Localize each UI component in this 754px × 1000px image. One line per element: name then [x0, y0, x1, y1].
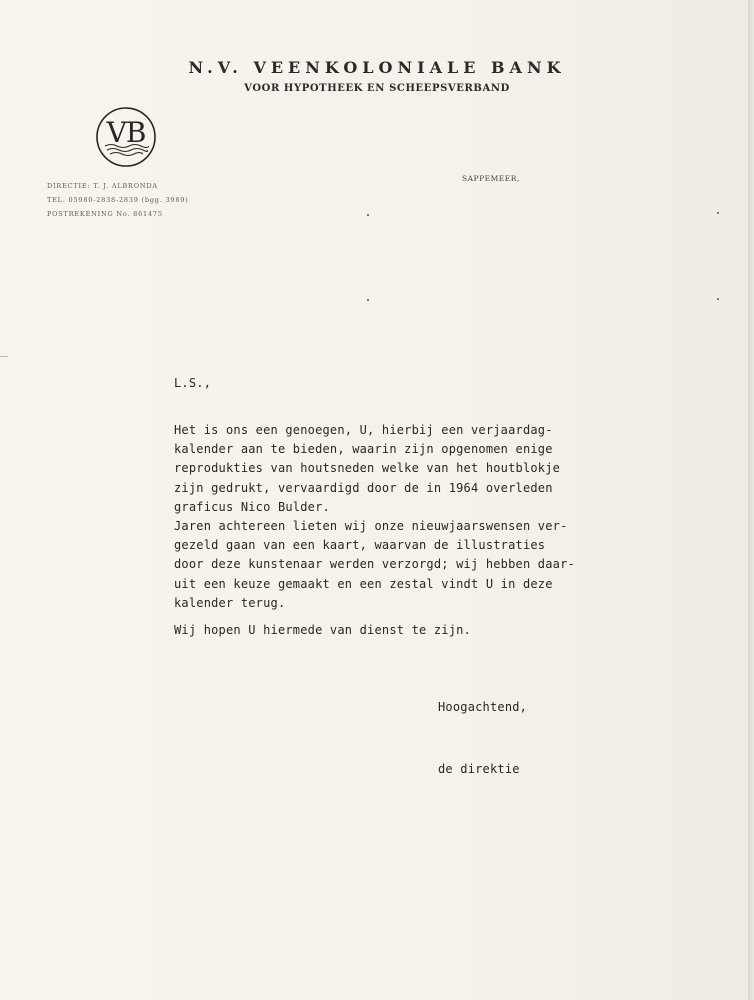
body-line: Het is ons een genoegen, U, hierbij een verjaardag-: [174, 423, 553, 437]
address-dot: [367, 214, 369, 216]
address-dot: [717, 298, 719, 300]
bank-name: N.V. VEENKOLONIALE BANK: [188, 58, 566, 77]
body-line: graficus Nico Bulder.: [174, 499, 330, 514]
place-name: SAPPEMEER,: [462, 174, 520, 183]
directie-line: DIRECTIE: T. J. ALBRONDA: [47, 182, 158, 190]
body-line: Jaren achtereen lieten wij onze nieuwjaarswensen ver-: [174, 519, 568, 534]
body-line: kalender terug.: [174, 595, 286, 610]
address-dot: [367, 299, 369, 301]
body-line: gezeld gaan van een kaart, waarvan de illustraties: [174, 538, 546, 553]
bank-subtitle: VOOR HYPOTHEEK EN SCHEEPSVERBAND: [244, 83, 510, 94]
greeting: Hoogachtend,: [438, 700, 528, 714]
body-line: uit een keuze gemaakt en een zestal vindt U in deze: [174, 576, 553, 591]
telephone-line: TEL. 05980-2838-2839 (bgg. 3989): [47, 196, 189, 204]
letter-body: [174, 421, 575, 613]
body-line: door deze kunstenaar werden verzorgd; wij hebben daar-: [174, 557, 575, 572]
body-line: kalender aan te bieden, waarin zijn opgenomen enige: [174, 442, 553, 457]
signature: de direktie: [438, 762, 520, 776]
address-dot: [717, 212, 719, 214]
fold-mark: [0, 356, 8, 357]
logo-monogram: VB: [106, 116, 146, 149]
salutation: L.S.,: [174, 376, 212, 390]
body-line: reprodukties van houtsneden welke van het houtblokje: [174, 461, 561, 476]
paper-edge: [748, 0, 754, 1000]
postrekening-line: POSTREKENING No. 861475: [47, 210, 163, 218]
closing-line: Wij hopen U hiermede van dienst te zijn.: [174, 623, 471, 637]
body-line: zijn gedrukt, vervaardigd door de in 1964 overleden: [174, 480, 553, 495]
